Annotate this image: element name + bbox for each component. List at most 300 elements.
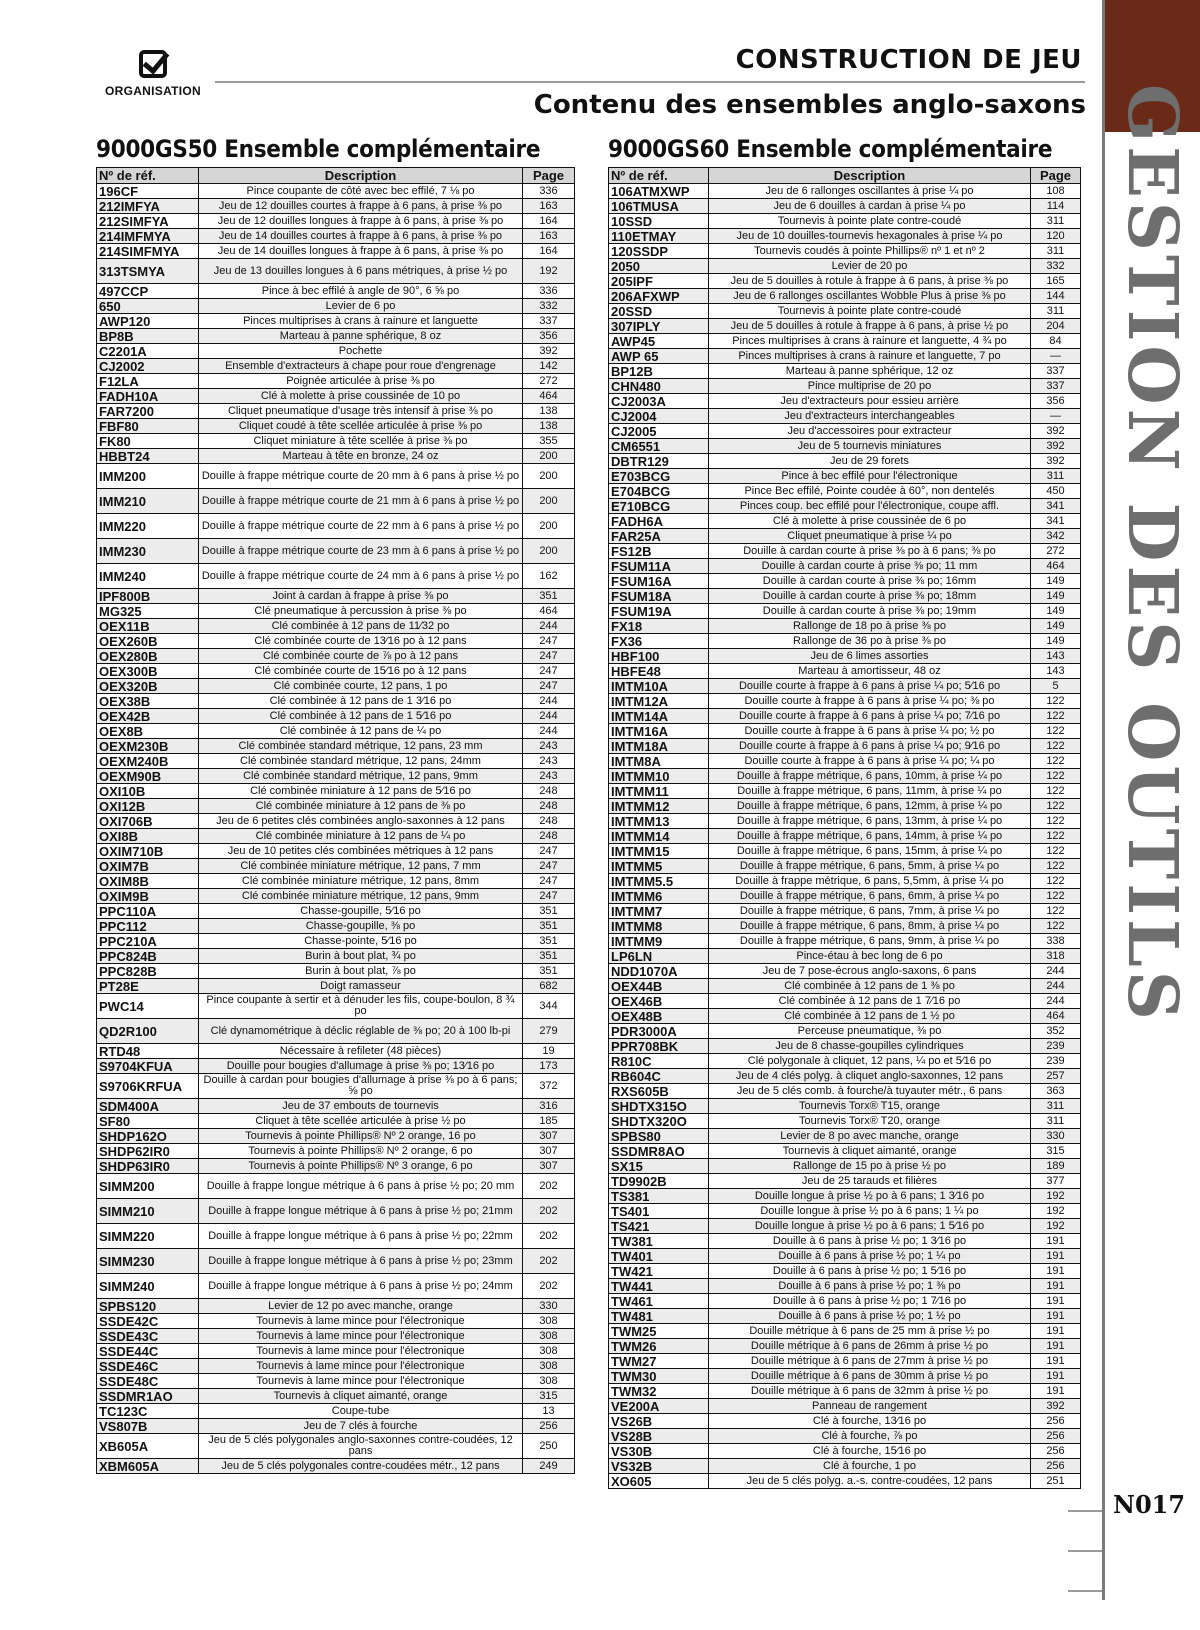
- description: Clé combinée standard métrique, 12 pans, 9mm: [199, 769, 523, 784]
- page-ref: 204: [1031, 319, 1081, 334]
- page-ref: 191: [1031, 1279, 1081, 1294]
- page-ref: 464: [523, 604, 575, 619]
- description: Douille longue à prise ½ po à 6 pans; 1 ¼ po: [709, 1204, 1031, 1219]
- description: Pinces multiprises à crans à rainure et languette, 4 ¾ po: [709, 334, 1031, 349]
- page-ref: 202: [523, 1174, 575, 1199]
- description: Douille métrique à 6 pans de 26mm à prise ½ po: [709, 1339, 1031, 1354]
- part-number: HBFE48: [609, 664, 709, 679]
- table-row: [97, 214, 575, 229]
- description: Jeu de 5 douilles à rotule à frappe à 6 pans, à prise ½ po: [709, 319, 1031, 334]
- description: Pochette: [199, 344, 523, 359]
- part-number: OEX280B: [97, 649, 199, 664]
- table-row: [97, 564, 575, 589]
- table-row: [97, 389, 575, 404]
- description: Douille à frappe métrique, 6 pans, 11mm, à prise ¼ po: [709, 784, 1031, 799]
- part-number: OXIM7B: [97, 859, 199, 874]
- table-row: [609, 1174, 1081, 1189]
- table-row: [609, 319, 1081, 334]
- col-header-description: Description: [709, 168, 1031, 184]
- part-number: OXI12B: [97, 799, 199, 814]
- part-number: OEXM90B: [97, 769, 199, 784]
- description: Douille à cardan pour bougies d'allumage à prise ⅜ po à 6 pans; ⅝ po: [199, 1074, 523, 1099]
- page-ref: 342: [1031, 529, 1081, 544]
- table-row: [609, 1069, 1081, 1084]
- page-ref: 351: [523, 934, 575, 949]
- part-number: PT28E: [97, 979, 199, 994]
- page-ref: 122: [1031, 739, 1081, 754]
- page-ref: 122: [1031, 874, 1081, 889]
- page-ref: 392: [1031, 439, 1081, 454]
- part-number: OXIM8B: [97, 874, 199, 889]
- description: Tournevis coudés à pointe Phillips® nº 1 et nº 2: [709, 244, 1031, 259]
- part-number: OXIM9B: [97, 889, 199, 904]
- page-ref: 191: [1031, 1234, 1081, 1249]
- page-ref: 202: [523, 1249, 575, 1274]
- table-row: [609, 244, 1081, 259]
- table-row: [97, 589, 575, 604]
- table-row: [97, 434, 575, 449]
- description: Clé à fourche, 1 po: [709, 1459, 1031, 1474]
- page-ref: 272: [523, 374, 575, 389]
- table-row: [609, 1399, 1081, 1414]
- part-number: 212IMFYA: [97, 199, 199, 214]
- description: Douille à frappe longue métrique à 6 pans à prise ½ po; 22mm: [199, 1224, 523, 1249]
- description: Douille à frappe métrique courte de 21 mm à 6 pans à prise ½ po: [199, 489, 523, 514]
- part-number: SSDE44C: [97, 1344, 199, 1359]
- description: Clé à fourche, 13⁄16 po: [709, 1414, 1031, 1429]
- table-row: [609, 394, 1081, 409]
- part-number: 120SSDP: [609, 244, 709, 259]
- page-ref: 332: [523, 299, 575, 314]
- description: Burin à bout plat, ⅞ po: [199, 964, 523, 979]
- part-number: SHDTX315O: [609, 1099, 709, 1114]
- table-row: [609, 619, 1081, 634]
- col-header-page: Page: [523, 168, 575, 184]
- page-ref: 191: [1031, 1309, 1081, 1324]
- description: Douille à 6 pans à prise ½ po; 1 ½ po: [709, 1309, 1031, 1324]
- part-number: SSDMR8AO: [609, 1144, 709, 1159]
- page-ref: 392: [1031, 424, 1081, 439]
- part-number: IMM230: [97, 539, 199, 564]
- table-row: [609, 259, 1081, 274]
- part-number: TS401: [609, 1204, 709, 1219]
- description: Jeu d'extracteurs pour essieu arrière: [709, 394, 1031, 409]
- page-ref: 202: [523, 1274, 575, 1299]
- table-row: [97, 1344, 575, 1359]
- description: Pince coupante de côté avec bec effilé, 7 ⅛ po: [199, 184, 523, 199]
- description: Jeu de 14 douilles courtes à frappe à 6 pans, à prise ⅜ po: [199, 229, 523, 244]
- description: Jeu de 6 limes assorties: [709, 649, 1031, 664]
- page-ref: 122: [1031, 724, 1081, 739]
- page-ref: 248: [523, 829, 575, 844]
- description: Jeu de 6 rallonges oscillantes à prise ¼ po: [709, 184, 1031, 199]
- table-row: [609, 1264, 1081, 1279]
- description: Marteau à panne sphérique, 12 oz: [709, 364, 1031, 379]
- table-row: [97, 449, 575, 464]
- part-number: VS32B: [609, 1459, 709, 1474]
- table-row: [97, 979, 575, 994]
- table-row: [609, 694, 1081, 709]
- page-ref: 244: [523, 694, 575, 709]
- table-row: [609, 604, 1081, 619]
- page-ref: 249: [523, 1459, 575, 1474]
- description: Jeu de 6 petites clés combinées anglo-saxonnes à 12 pans: [199, 814, 523, 829]
- table-row: [609, 589, 1081, 604]
- description: Douille courte à frappe à 6 pans à prise ¼ po; 9⁄16 po: [709, 739, 1031, 754]
- description: Jeu de 10 petites clés combinées métriques à 12 pans: [199, 844, 523, 859]
- table-row: [97, 1159, 575, 1174]
- table-row: [97, 889, 575, 904]
- part-number: IMTMM12: [609, 799, 709, 814]
- page-ref: 307: [523, 1144, 575, 1159]
- page-ref: 256: [1031, 1414, 1081, 1429]
- description: Douille courte à frappe à 6 pans à prise ¼ po; ½ po: [709, 724, 1031, 739]
- header-rule: [215, 81, 1085, 83]
- part-number: SHDTX320O: [609, 1114, 709, 1129]
- table-row: [609, 934, 1081, 949]
- table-row: [97, 739, 575, 754]
- table-row: [609, 649, 1081, 664]
- table-row: [609, 1279, 1081, 1294]
- page-ref: 256: [1031, 1459, 1081, 1474]
- page-number: N017: [1113, 1490, 1186, 1519]
- part-number: S9706KRFUA: [97, 1074, 199, 1099]
- table-row: [97, 1114, 575, 1129]
- description: Douille longue à prise ½ po à 6 pans; 1 3⁄16 po: [709, 1189, 1031, 1204]
- table-row: [609, 544, 1081, 559]
- page-ref: 191: [1031, 1324, 1081, 1339]
- page-ref: 122: [1031, 844, 1081, 859]
- table-row: [97, 1459, 575, 1474]
- page-ref: 247: [523, 679, 575, 694]
- description: Clé à molette à prise coussinée de 10 po: [199, 389, 523, 404]
- description: Cliquet pneumatique à prise ¼ po: [709, 529, 1031, 544]
- table-row: [609, 979, 1081, 994]
- page-ref: 356: [1031, 394, 1081, 409]
- col-header-ref: Nº de réf.: [609, 168, 709, 184]
- part-number: SF80: [97, 1114, 199, 1129]
- table-row: [609, 859, 1081, 874]
- part-number: TS381: [609, 1189, 709, 1204]
- page-ref: 191: [1031, 1369, 1081, 1384]
- description: Douille à 6 pans à prise ½ po; 1 3⁄16 po: [709, 1234, 1031, 1249]
- description: Jeu de 10 douilles-tournevis hexagonales à prise ¼ po: [709, 229, 1031, 244]
- part-number: IMTMM8: [609, 919, 709, 934]
- table-row: [97, 329, 575, 344]
- part-number: BP8B: [97, 329, 199, 344]
- part-number: OEX11B: [97, 619, 199, 634]
- description: Jeu de 5 clés polygonales contre-coudées métr., 12 pans: [199, 1459, 523, 1474]
- part-number: 650: [97, 299, 199, 314]
- table-row: [609, 274, 1081, 289]
- page-ref: 173: [523, 1059, 575, 1074]
- page-ref: 239: [1031, 1039, 1081, 1054]
- table-row: [97, 489, 575, 514]
- part-number: AWP 65: [609, 349, 709, 364]
- part-number: RTD48: [97, 1044, 199, 1059]
- table-row: [609, 364, 1081, 379]
- table-row: [97, 539, 575, 564]
- table-row: [609, 739, 1081, 754]
- part-number: PPC824B: [97, 949, 199, 964]
- table-row: [609, 1444, 1081, 1459]
- description: Douille à cardan courte à prise ⅜ po à 6 pans; ⅜ po: [709, 544, 1031, 559]
- table-row: [609, 454, 1081, 469]
- description: Chasse-goupille, ⅜ po: [199, 919, 523, 934]
- left-set-title: 9000GS50 Ensemble complémentaire: [96, 135, 541, 163]
- table-row: [609, 1189, 1081, 1204]
- sidebar-rule: [1102, 0, 1105, 1600]
- part-number: SIMM200: [97, 1174, 199, 1199]
- part-number: OXI706B: [97, 814, 199, 829]
- page-ref: 311: [1031, 1099, 1081, 1114]
- part-number: E703BCG: [609, 469, 709, 484]
- part-number: 2050: [609, 259, 709, 274]
- description: Tournevis à pointe Phillips® Nº 2 orange, 16 po: [199, 1129, 523, 1144]
- table-row: [97, 1019, 575, 1044]
- table-row: [97, 1044, 575, 1059]
- page-ref: 239: [1031, 1054, 1081, 1069]
- part-number: IMTMM7: [609, 904, 709, 919]
- table-row: [97, 814, 575, 829]
- description: Tournevis Torx® T15, orange: [709, 1099, 1031, 1114]
- page-ref: —: [1031, 349, 1081, 364]
- part-number: 214SIMFMYA: [97, 244, 199, 259]
- table-row: [609, 1084, 1081, 1099]
- description: Douille à frappe longue métrique à 6 pans à prise ½ po; 24mm: [199, 1274, 523, 1299]
- page-ref: 114: [1031, 199, 1081, 214]
- table-row: [609, 1339, 1081, 1354]
- table-row: [609, 889, 1081, 904]
- part-number: F12LA: [97, 374, 199, 389]
- part-number: IMTM18A: [609, 739, 709, 754]
- table-row: [609, 1129, 1081, 1144]
- table-row: [609, 904, 1081, 919]
- description: Douille à frappe métrique, 6 pans, 5mm, à prise ¼ po: [709, 859, 1031, 874]
- table-row: [609, 304, 1081, 319]
- part-number: FSUM19A: [609, 604, 709, 619]
- page-ref: 138: [523, 419, 575, 434]
- part-number: 206AFXWP: [609, 289, 709, 304]
- page-ref: 143: [1031, 664, 1081, 679]
- part-number: SIMM210: [97, 1199, 199, 1224]
- part-number: CJ2002: [97, 359, 199, 374]
- description: Clé combinée miniature à 12 pans de 5⁄16 po: [199, 784, 523, 799]
- part-number: 196CF: [97, 184, 199, 199]
- table-row: [97, 1404, 575, 1419]
- table-row: [97, 1059, 575, 1074]
- description: Tournevis à lame mince pour l'électronique: [199, 1329, 523, 1344]
- description: Douille métrique à 6 pans de 32mm à prise ½ po: [709, 1384, 1031, 1399]
- table-row: [97, 1329, 575, 1344]
- description: Clé combinée miniature métrique, 12 pans, 8mm: [199, 874, 523, 889]
- page-ref: 256: [1031, 1444, 1081, 1459]
- page-ref: 247: [523, 844, 575, 859]
- page-ref: 272: [1031, 544, 1081, 559]
- table-row: [97, 344, 575, 359]
- part-number: HBBT24: [97, 449, 199, 464]
- part-number: FADH10A: [97, 389, 199, 404]
- description: Rallonge de 15 po à prise ½ po: [709, 1159, 1031, 1174]
- part-number: PPC828B: [97, 964, 199, 979]
- description: Levier de 12 po avec manche, orange: [199, 1299, 523, 1314]
- part-number: TS421: [609, 1219, 709, 1234]
- part-number: FSUM18A: [609, 589, 709, 604]
- description: Jeu de 7 clés à fourche: [199, 1419, 523, 1434]
- page-ref: 244: [523, 724, 575, 739]
- table-row: [609, 469, 1081, 484]
- page-ref: 332: [1031, 259, 1081, 274]
- page-ref: 192: [1031, 1189, 1081, 1204]
- description: Cliquet pneumatique d'usage très intensif à prise ⅜ po: [199, 404, 523, 419]
- part-number: C2201A: [97, 344, 199, 359]
- checkbox-icon: [139, 50, 167, 78]
- table-row: [97, 964, 575, 979]
- part-number: IMTMM13: [609, 814, 709, 829]
- description: Clé combinée à 12 pans de 11⁄32 po: [199, 619, 523, 634]
- part-number: SHDP62IR0: [97, 1144, 199, 1159]
- table-row: [609, 1144, 1081, 1159]
- table-row: [609, 769, 1081, 784]
- page-ref: 450: [1031, 484, 1081, 499]
- table-row: [609, 1429, 1081, 1444]
- description: Douille à cardan courte à prise ⅜ po; 18mm: [709, 589, 1031, 604]
- table-row: [97, 299, 575, 314]
- page-ref: 256: [523, 1419, 575, 1434]
- description: Douille à cardan courte à prise ⅜ po; 19mm: [709, 604, 1031, 619]
- table-row: [97, 1434, 575, 1459]
- part-number: IMTMM5.5: [609, 874, 709, 889]
- part-number: TW481: [609, 1309, 709, 1324]
- description: Jeu de 6 rallonges oscillantes Wobble Plus à prise ⅜ po: [709, 289, 1031, 304]
- page-ref: 392: [523, 344, 575, 359]
- part-number: TD9902B: [609, 1174, 709, 1189]
- part-number: TWM27: [609, 1354, 709, 1369]
- page-ref: 363: [1031, 1084, 1081, 1099]
- part-number: OEX260B: [97, 634, 199, 649]
- description: Douille à cardan courte à prise ⅜ po; 11 mm: [709, 559, 1031, 574]
- description: Clé combinée miniature à 12 pans de ¼ po: [199, 829, 523, 844]
- table-row: [609, 679, 1081, 694]
- page-ref: 149: [1031, 574, 1081, 589]
- table-row: [609, 1309, 1081, 1324]
- page-ref: 13: [523, 1404, 575, 1419]
- description: Pince multiprise de 20 po: [709, 379, 1031, 394]
- part-number: VE200A: [609, 1399, 709, 1414]
- page-ref: 351: [523, 919, 575, 934]
- description: Chasse-pointe, 5⁄16 po: [199, 934, 523, 949]
- part-number: IMM210: [97, 489, 199, 514]
- part-number: OEX300B: [97, 664, 199, 679]
- part-number: IMTMM5: [609, 859, 709, 874]
- description: Clé combinée standard métrique, 12 pans, 24mm: [199, 754, 523, 769]
- page-ref: 149: [1031, 589, 1081, 604]
- part-number: SHDP162O: [97, 1129, 199, 1144]
- table-row: [609, 724, 1081, 739]
- part-number: SSDE48C: [97, 1374, 199, 1389]
- page-ref: 122: [1031, 889, 1081, 904]
- table-row: [609, 1009, 1081, 1024]
- description: Marteau à panne sphérique, 8 oz: [199, 329, 523, 344]
- description: Douille à frappe métrique, 6 pans, 14mm, à prise ¼ po: [709, 829, 1031, 844]
- page-ref: 122: [1031, 919, 1081, 934]
- part-number: OXIM710B: [97, 844, 199, 859]
- table-row: [97, 1299, 575, 1314]
- table-row: [609, 814, 1081, 829]
- table-row: [97, 649, 575, 664]
- part-number: 307IPLY: [609, 319, 709, 334]
- page-ref: 247: [523, 634, 575, 649]
- part-number: PWC14: [97, 994, 199, 1019]
- description: Clé pneumatique à percussion à prise ⅜ po: [199, 604, 523, 619]
- description: Coupe-tube: [199, 1404, 523, 1419]
- table-row: [97, 754, 575, 769]
- table-row: [609, 1414, 1081, 1429]
- page-ref: 164: [523, 244, 575, 259]
- page-ref: 244: [1031, 994, 1081, 1009]
- page-ref: 279: [523, 1019, 575, 1044]
- page-ref: 308: [523, 1359, 575, 1374]
- page-ref: 337: [1031, 364, 1081, 379]
- page-ref: 200: [523, 449, 575, 464]
- page-ref: 308: [523, 1374, 575, 1389]
- part-number: TWM26: [609, 1339, 709, 1354]
- table-row: [97, 724, 575, 739]
- part-number: LP6LN: [609, 949, 709, 964]
- part-number: 212SIMFYA: [97, 214, 199, 229]
- description: Douille à frappe métrique, 6 pans, 8mm, à prise ¼ po: [709, 919, 1031, 934]
- table-row: [609, 1024, 1081, 1039]
- page-ref: 341: [1031, 514, 1081, 529]
- table-row: [97, 229, 575, 244]
- part-number: DBTR129: [609, 454, 709, 469]
- table-row: [609, 1159, 1081, 1174]
- description: Clé combinée courte de ⅞ po à 12 pans: [199, 649, 523, 664]
- part-number: SSDMR1AO: [97, 1389, 199, 1404]
- description: Clé combinée courte de 15⁄16 po à 12 pans: [199, 664, 523, 679]
- page-ref: 311: [1031, 244, 1081, 259]
- part-number: SX15: [609, 1159, 709, 1174]
- page-ref: 311: [1031, 1114, 1081, 1129]
- part-number: TWM32: [609, 1384, 709, 1399]
- table-row: [609, 1204, 1081, 1219]
- table-row: [609, 1234, 1081, 1249]
- page-ref: 185: [523, 1114, 575, 1129]
- description: Douille courte à frappe à 6 pans à prise ¼ po; ¼ po: [709, 754, 1031, 769]
- part-number: OEXM230B: [97, 739, 199, 754]
- table-row: [97, 694, 575, 709]
- table-row: [97, 244, 575, 259]
- page-ref: 202: [523, 1224, 575, 1249]
- sidebar-ticks: [1068, 1510, 1102, 1630]
- table-row: [97, 1374, 575, 1389]
- table-row: [97, 769, 575, 784]
- table-row: [609, 844, 1081, 859]
- table-row: [609, 439, 1081, 454]
- description: Nécessaire à refileter (48 pièces): [199, 1044, 523, 1059]
- page-ref: 338: [1031, 934, 1081, 949]
- table-row: [97, 1174, 575, 1199]
- table-row: [609, 484, 1081, 499]
- page-ref: 122: [1031, 859, 1081, 874]
- page-ref: 200: [523, 489, 575, 514]
- table-row: [609, 1249, 1081, 1264]
- page-ref: 356: [523, 329, 575, 344]
- part-number: IMTM12A: [609, 694, 709, 709]
- part-number: SIMM220: [97, 1224, 199, 1249]
- page-ref: 248: [523, 799, 575, 814]
- table-row: [609, 1474, 1081, 1489]
